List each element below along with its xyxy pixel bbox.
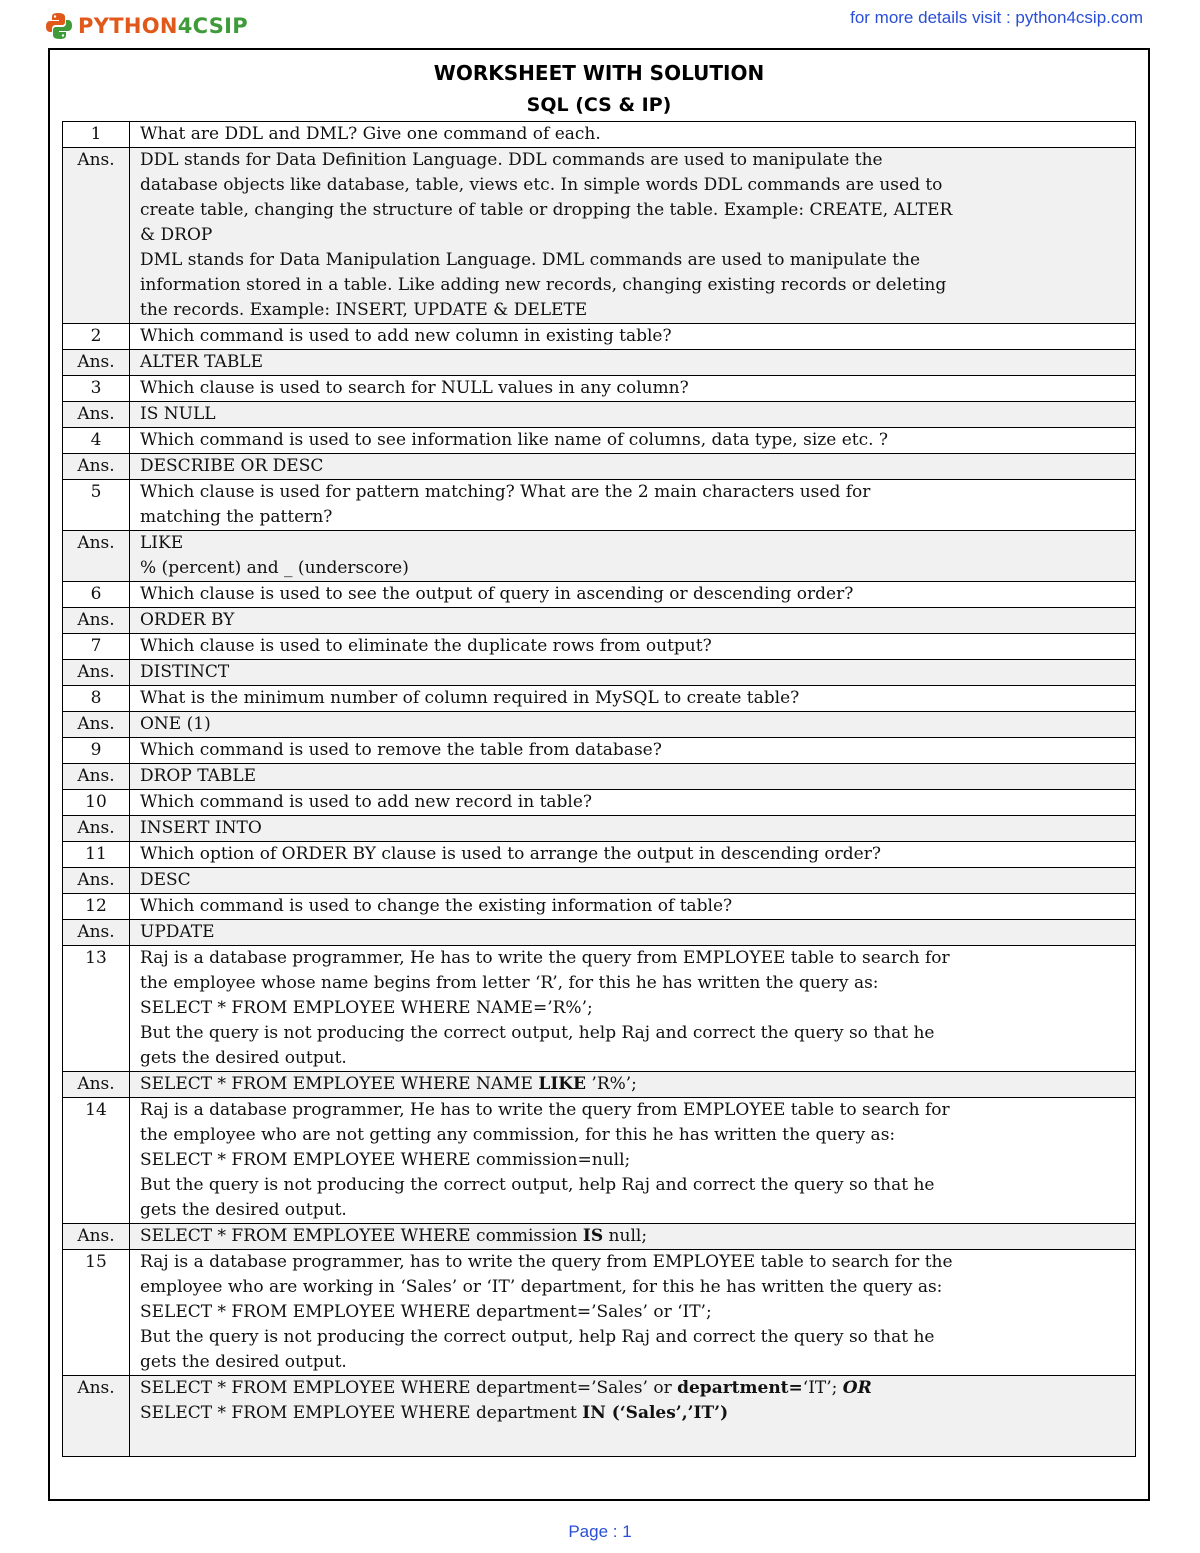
answer-text: [130, 531, 1136, 582]
answer-row: [63, 1376, 1136, 1457]
text-line: % (percent) and _ (underscore): [140, 558, 409, 578]
text-line: & DROP: [140, 225, 213, 245]
question-row: [63, 1098, 1136, 1224]
text-line: gets the desired output.: [140, 1352, 347, 1372]
logo-text-4csip: 4CSIP: [177, 14, 248, 38]
question-number: 15: [63, 1250, 130, 1376]
question-number: 4: [63, 428, 130, 454]
bold-keyword: OR: [842, 1378, 872, 1398]
bold-keyword: IS: [582, 1226, 604, 1246]
answer-text: [130, 660, 1136, 686]
answer-row: [63, 868, 1136, 894]
question-number: 9: [63, 738, 130, 764]
answer-label: Ans.: [63, 1072, 130, 1098]
logo-text: [78, 14, 248, 38]
question-row: [63, 582, 1136, 608]
answer-text: [130, 764, 1136, 790]
text-line: IS NULL: [140, 404, 216, 424]
text-line: Which clause is used to see the output of query in ascending or descending order?: [140, 584, 854, 604]
answer-label: Ans.: [63, 454, 130, 480]
question-row: [63, 842, 1136, 868]
text-line: SELECT * FROM EMPLOYEE WHERE department IN (‘Sales’,’IT’): [140, 1403, 729, 1423]
text-line: INSERT INTO: [140, 818, 262, 838]
question-row: [63, 738, 1136, 764]
text-line: ALTER TABLE: [140, 352, 264, 372]
question-text: [130, 376, 1136, 402]
text-line: create table, changing the structure of table or dropping the table. Example: CREATE, ALTER: [140, 200, 953, 220]
answer-text: [130, 454, 1136, 480]
text-line: gets the desired output.: [140, 1048, 347, 1068]
bold-keyword: IN (‘Sales’,’IT’): [582, 1403, 729, 1423]
question-row: [63, 686, 1136, 712]
text-line: But the query is not producing the correct output, help Raj and correct the query so that he: [140, 1023, 935, 1043]
text-line: information stored in a table. Like adding new records, changing existing records or deleting: [140, 275, 947, 295]
answer-label: Ans.: [63, 920, 130, 946]
text-line: Which command is used to remove the table from database?: [140, 740, 662, 760]
text-line: Which option of ORDER BY clause is used to arrange the output in descending order?: [140, 844, 881, 864]
answer-label: Ans.: [63, 531, 130, 582]
answer-label: Ans.: [63, 1224, 130, 1250]
question-row: [63, 428, 1136, 454]
text-line: the employee whose name begins from letter ‘R’, for this he has written the query as:: [140, 973, 879, 993]
text-line: DESCRIBE OR DESC: [140, 456, 324, 476]
answer-label: Ans.: [63, 764, 130, 790]
text-line: Which command is used to change the existing information of table?: [140, 896, 733, 916]
bold-keyword: department=: [677, 1378, 803, 1398]
text-line: What are DDL and DML? Give one command of each.: [140, 124, 601, 144]
answer-row: [63, 1224, 1136, 1250]
answer-text: [130, 816, 1136, 842]
answer-text: [130, 148, 1136, 324]
python-logo-icon: [46, 12, 72, 40]
page-number: Page : 1: [568, 1522, 632, 1541]
worksheet-subtitle: SQL (CS & IP): [526, 94, 672, 116]
question-row: [63, 946, 1136, 1072]
question-row: [63, 790, 1136, 816]
text-line: the employee who are not getting any commission, for this he has written the query as:: [140, 1125, 896, 1145]
answer-text: [130, 920, 1136, 946]
question-row: [63, 122, 1136, 148]
bold-keyword: LIKE: [538, 1074, 587, 1094]
answer-text: [130, 608, 1136, 634]
answer-text: [130, 350, 1136, 376]
answer-row: [63, 402, 1136, 428]
question-text: [130, 634, 1136, 660]
question-row: [63, 1250, 1136, 1376]
question-text: [130, 324, 1136, 350]
question-number: 7: [63, 634, 130, 660]
text-line: DML stands for Data Manipulation Language. DML commands are used to manipulate the: [140, 250, 921, 270]
qa-table: [62, 121, 1136, 1457]
text-line: Raj is a database programmer, He has to write the query from EMPLOYEE table to search for: [140, 948, 950, 968]
text-line: DISTINCT: [140, 662, 230, 682]
question-row: [63, 894, 1136, 920]
question-row: [63, 480, 1136, 531]
question-number: 10: [63, 790, 130, 816]
question-number: 2: [63, 324, 130, 350]
answer-row: [63, 350, 1136, 376]
visit-link[interactable]: for more details visit : python4csip.com: [850, 8, 1143, 27]
answer-text: [130, 868, 1136, 894]
text-line: DROP TABLE: [140, 766, 257, 786]
text-line: Which command is used to add new column in existing table?: [140, 326, 672, 346]
text-line: database objects like database, table, views etc. In simple words DDL commands are used to: [140, 175, 943, 195]
answer-label: Ans.: [63, 608, 130, 634]
logo-text-python: PYTHON: [78, 14, 178, 38]
logo: [46, 10, 248, 42]
question-text: [130, 1098, 1136, 1224]
answer-label: Ans.: [63, 712, 130, 738]
answer-text: [130, 402, 1136, 428]
text-line: matching the pattern?: [140, 507, 333, 527]
text-line: Which command is used to see information like name of columns, data type, size etc. ?: [140, 430, 889, 450]
question-text: [130, 946, 1136, 1072]
question-number: 14: [63, 1098, 130, 1224]
text-line: LIKE: [140, 533, 184, 553]
text-line: SELECT * FROM EMPLOYEE WHERE department=’Sales’ or ‘IT’;: [140, 1302, 712, 1322]
question-number: 1: [63, 122, 130, 148]
answer-label: Ans.: [63, 868, 130, 894]
text-line: Raj is a database programmer, has to write the query from EMPLOYEE table to search for the: [140, 1252, 953, 1272]
answer-row: [63, 920, 1136, 946]
question-text: [130, 582, 1136, 608]
answer-row: [63, 148, 1136, 324]
text-line: But the query is not producing the correct output, help Raj and correct the query so that he: [140, 1175, 935, 1195]
answer-text: [130, 1376, 1136, 1457]
text-line: But the query is not producing the correct output, help Raj and correct the query so that he: [140, 1327, 935, 1347]
question-number: 3: [63, 376, 130, 402]
answer-text: [130, 1224, 1136, 1250]
text-line: SELECT * FROM EMPLOYEE WHERE commission=null;: [140, 1150, 631, 1170]
text-line: ONE (1): [140, 714, 211, 734]
text-line: UPDATE: [140, 922, 215, 942]
text-line: Which command is used to add new record in table?: [140, 792, 593, 812]
question-number: 6: [63, 582, 130, 608]
answer-label: Ans.: [63, 816, 130, 842]
answer-label: Ans.: [63, 660, 130, 686]
question-number: 11: [63, 842, 130, 868]
text-line: DESC: [140, 870, 191, 890]
text-line: the records. Example: INSERT, UPDATE & DELETE: [140, 300, 588, 320]
answer-row: [63, 764, 1136, 790]
question-text: [130, 842, 1136, 868]
text-line: Which clause is used to eliminate the duplicate rows from output?: [140, 636, 712, 656]
text-line: Which clause is used to search for NULL values in any column?: [140, 378, 689, 398]
answer-row: [63, 816, 1136, 842]
question-text: [130, 738, 1136, 764]
worksheet-frame: [48, 48, 1150, 1501]
question-row: [63, 376, 1136, 402]
text-line: Which clause is used for pattern matching? What are the 2 main characters used for: [140, 482, 871, 502]
answer-label: Ans.: [63, 402, 130, 428]
answer-label: Ans.: [63, 350, 130, 376]
text-line: What is the minimum number of column required in MySQL to create table?: [140, 688, 800, 708]
question-text: [130, 480, 1136, 531]
question-number: 13: [63, 946, 130, 1072]
text-line: SELECT * FROM EMPLOYEE WHERE department=’Sales’ or department=‘IT’; OR: [140, 1378, 872, 1398]
worksheet-title: WORKSHEET WITH SOLUTION: [433, 61, 765, 85]
answer-label: Ans.: [63, 1376, 130, 1457]
answer-row: [63, 531, 1136, 582]
answer-row: [63, 608, 1136, 634]
question-text: [130, 1250, 1136, 1376]
text-line: employee who are working in ‘Sales’ or ‘IT’ department, for this he has written the query as:: [140, 1277, 943, 1297]
answer-row: [63, 660, 1136, 686]
question-text: [130, 894, 1136, 920]
text-line: Raj is a database programmer, He has to write the query from EMPLOYEE table to search for: [140, 1100, 950, 1120]
question-number: 5: [63, 480, 130, 531]
answer-text: [130, 712, 1136, 738]
question-number: 12: [63, 894, 130, 920]
text-line: gets the desired output.: [140, 1200, 347, 1220]
answer-row: [63, 454, 1136, 480]
question-text: [130, 790, 1136, 816]
text-line: SELECT * FROM EMPLOYEE WHERE commission IS null;: [140, 1226, 648, 1246]
text-line: SELECT * FROM EMPLOYEE WHERE NAME=’R%’;: [140, 998, 593, 1018]
question-text: [130, 428, 1136, 454]
question-row: [63, 634, 1136, 660]
question-text: [130, 122, 1136, 148]
question-number: 8: [63, 686, 130, 712]
answer-text: [130, 1072, 1136, 1098]
answer-label: Ans.: [63, 148, 130, 324]
answer-row: [63, 1072, 1136, 1098]
text-line: ORDER BY: [140, 610, 235, 630]
question-row: [63, 324, 1136, 350]
text-line: SELECT * FROM EMPLOYEE WHERE NAME LIKE ’R%’;: [140, 1074, 637, 1094]
answer-row: [63, 712, 1136, 738]
question-text: [130, 686, 1136, 712]
text-line: DDL stands for Data Definition Language. DDL commands are used to manipulate the: [140, 150, 883, 170]
